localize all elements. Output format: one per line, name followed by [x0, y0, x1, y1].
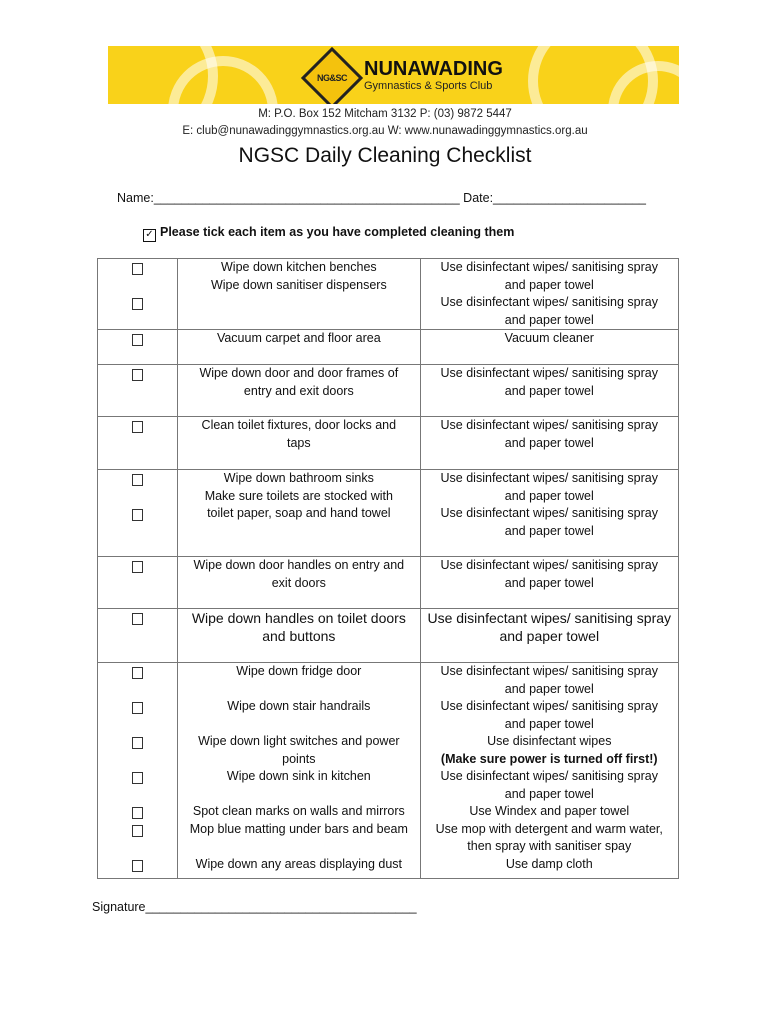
- task-checkbox[interactable]: [132, 474, 143, 486]
- supplies-text: and paper towel: [504, 488, 594, 503]
- supplies-cell: [420, 259, 678, 330]
- task-text: [178, 716, 419, 734]
- checklist-row: [98, 557, 679, 609]
- supplies-text: Use disinfectant wipes/ sanitising spray: [440, 506, 658, 520]
- task-checkbox[interactable]: [132, 263, 143, 275]
- supplies-text: and paper towel: [504, 575, 594, 590]
- supplies-cell: [420, 557, 678, 609]
- task-text: Wipe down sanitiser dispensers: [210, 277, 387, 292]
- checklist-row: [98, 330, 679, 365]
- task-cell: [178, 663, 420, 879]
- checkbox-cell: [98, 417, 178, 470]
- task-text: taps: [287, 435, 311, 450]
- task-text: Wipe down door and door frames of: [199, 366, 399, 380]
- supplies-text: (Make sure power is turned off first!): [440, 751, 658, 766]
- supplies-text: Use damp cloth: [505, 856, 593, 871]
- supplies-text: and paper towel: [504, 435, 594, 450]
- club-name: NUNAWADING: [364, 57, 503, 80]
- task-checkbox[interactable]: [132, 561, 143, 573]
- checkbox-cell: [98, 470, 178, 557]
- supplies-text: Use mop with detergent and warm water,: [435, 821, 663, 836]
- task-text: entry and exit doors: [243, 383, 354, 398]
- checkbox-cell: [98, 365, 178, 417]
- checklist-row: [98, 663, 679, 879]
- task-cell: [178, 557, 420, 609]
- instruction: [143, 225, 514, 242]
- task-text: Wipe down sink in kitchen: [226, 769, 371, 783]
- supplies-text: Use disinfectant wipes/ sanitising spray: [440, 295, 658, 309]
- supplies-text: and paper towel: [499, 628, 600, 644]
- checklist-row: [98, 609, 679, 663]
- checklist-row: [98, 470, 679, 557]
- task-text: Spot clean marks on walls and mirrors: [192, 804, 405, 818]
- supplies-cell: [420, 330, 678, 365]
- supplies-text: Use disinfectant wipes/ sanitising spray: [440, 558, 658, 572]
- supplies-text: Use disinfectant wipes/ sanitising spray: [440, 699, 658, 713]
- checkbox-cell: [98, 330, 178, 365]
- supplies-text: and paper towel: [504, 312, 594, 327]
- task-text: Wipe down kitchen benches: [221, 260, 377, 274]
- task-text: exit doors: [271, 575, 326, 590]
- task-checkbox[interactable]: [132, 860, 143, 872]
- supplies-text: and paper towel: [504, 277, 594, 292]
- task-text: Wipe down stair handrails: [227, 699, 371, 713]
- checkbox-ticked-icon: ✓: [143, 229, 156, 242]
- checklist-row: [98, 259, 679, 330]
- task-text: Wipe down light switches and power: [198, 734, 400, 748]
- logo-diamond-icon: NG&SC: [301, 47, 363, 104]
- supplies-text: Use disinfectant wipes/ sanitising spray: [440, 418, 658, 432]
- task-checkbox[interactable]: [132, 298, 143, 310]
- task-cell: [178, 365, 420, 417]
- task-checkbox[interactable]: [132, 702, 143, 714]
- task-text: [178, 786, 419, 804]
- supplies-cell: [420, 470, 678, 557]
- page-title: NGSC Daily Cleaning Checklist: [238, 144, 532, 167]
- supplies-text: Use disinfectant wipes/ sanitising spray: [440, 664, 658, 678]
- supplies-text: and paper towel: [504, 786, 594, 801]
- supplies-text: Use disinfectant wipes/ sanitising spray: [440, 366, 658, 380]
- club-logo: [304, 50, 503, 100]
- task-text: Mop blue matting under bars and beam: [189, 821, 408, 836]
- task-cell: [178, 259, 420, 330]
- supplies-text: Use disinfectant wipes/ sanitising spray: [440, 769, 658, 783]
- checklist-row: [98, 417, 679, 470]
- checkbox-cell: [98, 259, 178, 330]
- header-banner: [108, 46, 679, 104]
- checklist-row: [98, 365, 679, 417]
- supplies-text: Vacuum cleaner: [504, 331, 594, 345]
- supplies-text: Use disinfectant wipes/ sanitising spray: [427, 610, 672, 626]
- task-text: Wipe down bathroom sinks: [223, 471, 374, 485]
- task-checkbox[interactable]: [132, 613, 143, 625]
- supplies-cell: [420, 663, 678, 879]
- supplies-text: then spray with sanitiser spay: [467, 839, 632, 853]
- task-text: Clean toilet fixtures, door locks and: [201, 418, 397, 432]
- supplies-cell: [420, 417, 678, 470]
- supplies-text: and paper towel: [504, 523, 594, 538]
- supplies-cell: [420, 609, 678, 663]
- task-checkbox[interactable]: [132, 825, 143, 837]
- instruction-text: Please tick each item as you have completed cleaning them: [160, 225, 515, 239]
- task-checkbox[interactable]: [132, 772, 143, 784]
- task-text: [178, 523, 419, 541]
- task-checkbox[interactable]: [132, 509, 143, 521]
- task-checkbox[interactable]: [132, 667, 143, 679]
- task-text: [178, 838, 419, 856]
- supplies-text: Use disinfectant wipes/ sanitising spray: [440, 471, 658, 485]
- supplies-cell: [420, 365, 678, 417]
- signature-line: Signature_______________________________________: [92, 900, 417, 914]
- checkbox-cell: [98, 663, 178, 879]
- supplies-text: Use disinfectant wipes/ sanitising spray: [440, 260, 658, 274]
- supplies-text: and paper towel: [504, 716, 594, 731]
- checklist-table: [97, 258, 679, 879]
- task-text: points: [282, 751, 316, 766]
- name-date-line: Name:____________________________________________ Date:______________________: [117, 191, 646, 205]
- task-cell: [178, 470, 420, 557]
- task-text: Make sure toilets are stocked with: [204, 488, 393, 503]
- task-cell: [178, 417, 420, 470]
- contact-address: M: P.O. Box 152 Mitcham 3132 P: (03) 9872 5447: [258, 108, 512, 120]
- supplies-text: Use disinfectant wipes: [487, 734, 612, 748]
- supplies-text: Use Windex and paper towel: [469, 804, 630, 818]
- task-cell: [178, 609, 420, 663]
- supplies-text: and paper towel: [504, 383, 594, 398]
- task-text: toilet paper, soap and hand towel: [207, 506, 391, 520]
- task-checkbox[interactable]: [132, 421, 143, 433]
- task-text: Wipe down fridge door: [236, 664, 362, 678]
- task-cell: [178, 330, 420, 365]
- checkbox-cell: [98, 557, 178, 609]
- task-text: Wipe down handles on toilet doors: [191, 610, 406, 626]
- task-text: Wipe down door handles on entry and: [193, 558, 405, 572]
- task-checkbox[interactable]: [132, 807, 143, 819]
- task-checkbox[interactable]: [132, 737, 143, 749]
- task-checkbox[interactable]: [132, 369, 143, 381]
- supplies-text: and paper towel: [504, 681, 594, 696]
- task-text: [178, 312, 419, 330]
- task-text: and buttons: [262, 628, 336, 644]
- task-text: Vacuum carpet and floor area: [216, 331, 381, 345]
- task-text: [178, 294, 419, 312]
- task-text: Wipe down any areas displaying dust: [195, 856, 403, 871]
- contact-web: E: club@nunawadinggymnastics.org.au W: www.nunawadinggymnastics.org.au: [182, 125, 588, 137]
- task-checkbox[interactable]: [132, 334, 143, 346]
- club-subtitle: Gymnastics & Sports Club: [364, 79, 493, 92]
- checkbox-cell: [98, 609, 178, 663]
- task-text: [178, 681, 419, 699]
